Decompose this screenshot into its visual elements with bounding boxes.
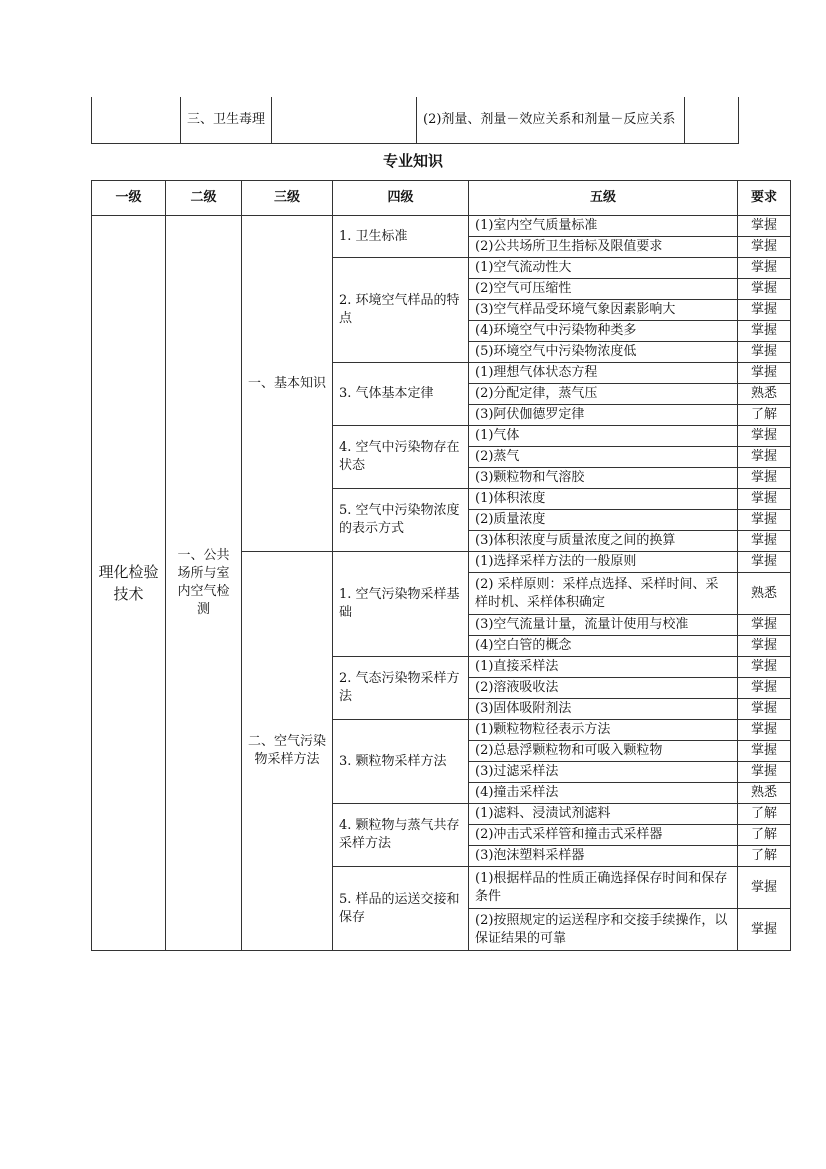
level5-cell: (3)空气样品受环境气象因素影响大 — [469, 300, 738, 321]
requirement-cell: 了解 — [738, 405, 791, 426]
level4-cell: 2. 环境空气样品的特点 — [333, 258, 469, 363]
level4-cell: 4. 颗粒物与蒸气共存采样方法 — [333, 804, 469, 867]
level5-cell: (1)颗粒物粒径表示方法 — [469, 720, 738, 741]
requirement-cell: 掌握 — [738, 489, 791, 510]
level5-cell: (2)空气可压缩性 — [469, 279, 738, 300]
previous-page-table-fragment — [91, 97, 739, 144]
table-row — [92, 216, 791, 237]
requirement-cell: 掌握 — [738, 867, 791, 909]
column-header: 三级 — [242, 181, 333, 216]
level2-cell: 一、公共场所与室内空气检测 — [166, 216, 242, 951]
requirement-cell: 掌握 — [738, 657, 791, 678]
level5-cell: (1)室内空气质量标准 — [469, 216, 738, 237]
level3-cell: 一、基本知识 — [242, 216, 333, 552]
level5-cell: (1)滤料、浸渍试剂滤料 — [469, 804, 738, 825]
requirement-cell: 掌握 — [738, 720, 791, 741]
level5-cell: (1)选择采样方法的一般原则 — [469, 552, 738, 573]
level4-cell: 1. 卫生标准 — [333, 216, 469, 258]
level4-cell: 4. 空气中污染物存在状态 — [333, 426, 469, 489]
level3-cell: 二、空气污染物采样方法 — [242, 552, 333, 951]
level4-cell: 5. 样品的运送交接和保存 — [333, 867, 469, 951]
level1-cell: 理化检验技术 — [92, 216, 166, 951]
level5-cell: (2)分配定律，蒸气压 — [469, 384, 738, 405]
level5-cell: (3)泡沫塑料采样器 — [469, 846, 738, 867]
requirement-cell: 掌握 — [738, 237, 791, 258]
requirement-cell: 了解 — [738, 846, 791, 867]
column-header: 一级 — [92, 181, 166, 216]
level5-cell: (1)气体 — [469, 426, 738, 447]
level4-cell: 2. 气态污染物采样方法 — [333, 657, 469, 720]
level5-cell: (2)公共场所卫生指标及限值要求 — [469, 237, 738, 258]
requirement-cell: 了解 — [738, 825, 791, 846]
column-header: 要求 — [738, 181, 791, 216]
level5-cell: (3)阿伏伽德罗定律 — [469, 405, 738, 426]
requirement-cell: 掌握 — [738, 636, 791, 657]
requirement-cell: 掌握 — [738, 447, 791, 468]
level5-cell: (2)溶液吸收法 — [469, 678, 738, 699]
level5-cell: (4)环境空气中污染物种类多 — [469, 321, 738, 342]
requirement-cell: 掌握 — [738, 363, 791, 384]
requirement-cell: 掌握 — [738, 426, 791, 447]
toxicology-cell: 三、卫生毒理 — [181, 97, 272, 144]
table-row — [92, 97, 739, 144]
requirement-cell: 掌握 — [738, 615, 791, 636]
level5-cell: (2)冲击式采样管和撞击式采样器 — [469, 825, 738, 846]
level5-cell: (2) 采样原则：采样点选择、采样时间、采样时机、采样体积确定 — [469, 573, 738, 615]
requirement-cell: 掌握 — [738, 531, 791, 552]
knowledge-table — [91, 180, 791, 951]
level5-cell: (2)总悬浮颗粒物和可吸入颗粒物 — [469, 741, 738, 762]
requirement-cell: 掌握 — [738, 510, 791, 531]
level4-cell: 3. 气体基本定律 — [333, 363, 469, 426]
level5-cell: (5)环境空气中污染物浓度低 — [469, 342, 738, 363]
level5-cell: (4)空白管的概念 — [469, 636, 738, 657]
column-header: 二级 — [166, 181, 242, 216]
level5-cell: (3)固体吸附剂法 — [469, 699, 738, 720]
section-title: 专业知识 — [382, 152, 443, 170]
requirement-cell: 掌握 — [738, 699, 791, 720]
level5-cell: (3)颗粒物和气溶胶 — [469, 468, 738, 489]
level5-cell: (1)直接采样法 — [469, 657, 738, 678]
column-header: 五级 — [469, 181, 738, 216]
requirement-cell: 熟悉 — [738, 384, 791, 405]
requirement-cell: 掌握 — [738, 279, 791, 300]
level5-cell: (1)根据样品的性质正确选择保存时间和保存条件 — [469, 867, 738, 909]
level5-cell: (3)空气流量计量，流量计使用与校准 — [469, 615, 738, 636]
requirement-cell: 掌握 — [738, 552, 791, 573]
requirement-cell: 掌握 — [738, 678, 791, 699]
requirement-cell: 了解 — [738, 804, 791, 825]
requirement-cell: 掌握 — [738, 741, 791, 762]
table-body — [92, 216, 791, 951]
level5-cell: (1)体积浓度 — [469, 489, 738, 510]
requirement-cell: 掌握 — [738, 762, 791, 783]
level5-cell: (4)撞击采样法 — [469, 783, 738, 804]
requirement-cell: 掌握 — [738, 342, 791, 363]
requirement-cell: 掌握 — [738, 468, 791, 489]
level5-cell: (3)体积浓度与质量浓度之间的换算 — [469, 531, 738, 552]
level5-cell: (1)空气流动性大 — [469, 258, 738, 279]
level5-cell: (3)过滤采样法 — [469, 762, 738, 783]
requirement-cell: 熟悉 — [738, 573, 791, 615]
requirement-cell: 掌握 — [738, 258, 791, 279]
column-header: 四级 — [333, 181, 469, 216]
level5-cell: (1)理想气体状态方程 — [469, 363, 738, 384]
level5-cell: (2)按照规定的运送程序和交接手续操作，以保证结果的可靠 — [469, 909, 738, 951]
level4-cell: 3. 颗粒物采样方法 — [333, 720, 469, 804]
requirement-cell: 掌握 — [738, 909, 791, 951]
level5-cell: (2)蒸气 — [469, 447, 738, 468]
dose-relation-cell: (2)剂量、剂量－效应关系和剂量－反应关系 — [417, 97, 685, 144]
requirement-cell: 掌握 — [738, 300, 791, 321]
level5-cell: (2)质量浓度 — [469, 510, 738, 531]
requirement-cell: 掌握 — [738, 321, 791, 342]
level4-cell: 1. 空气污染物采样基础 — [333, 552, 469, 657]
level4-cell: 5. 空气中污染物浓度的表示方式 — [333, 489, 469, 552]
table-header-row — [92, 181, 791, 216]
requirement-cell: 掌握 — [738, 216, 791, 237]
requirement-cell: 熟悉 — [738, 783, 791, 804]
